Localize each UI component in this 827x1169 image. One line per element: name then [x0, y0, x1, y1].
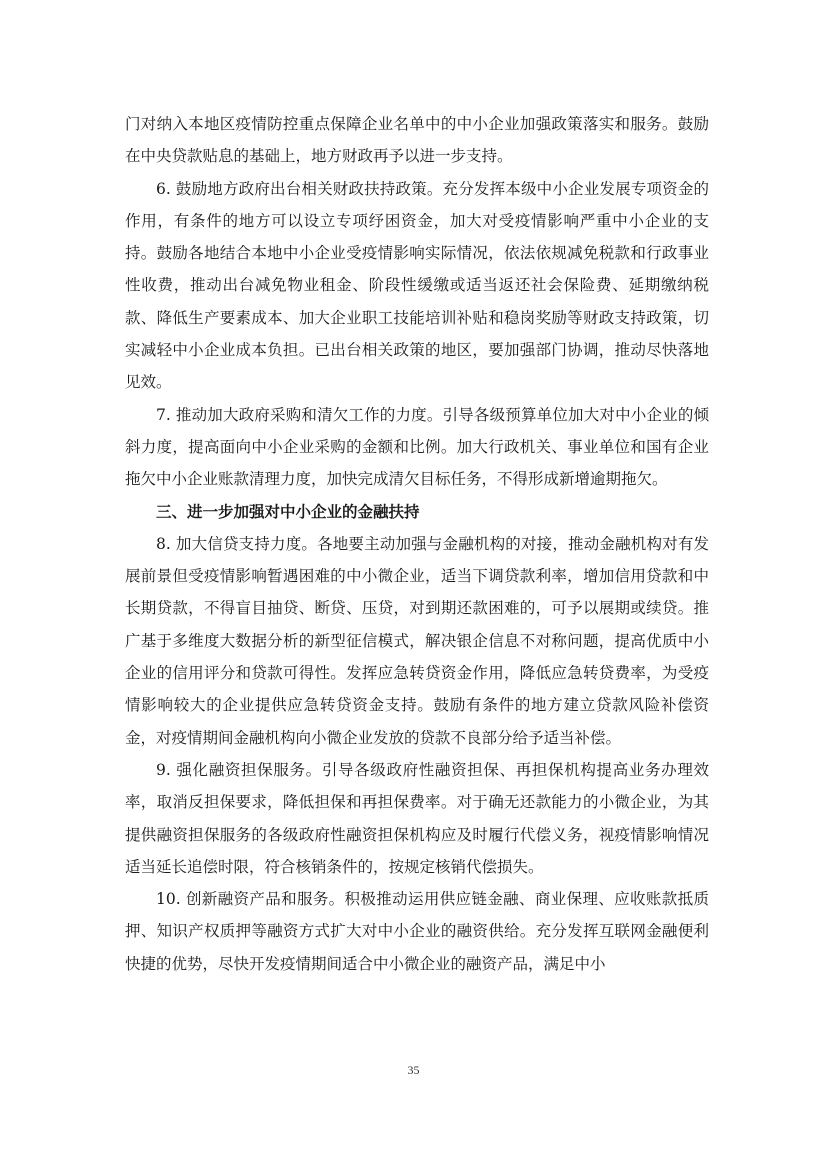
page-number: 35 [407, 1063, 420, 1077]
paragraph-item-6: 6. 鼓励地方政府出台相关财政扶持政策。充分发挥本级中小企业发展专项资金的作用，有条件的地方可以设立专项纾困资金，加大对受疫情影响严重中小企业的支持。鼓励各地结合本地中小企业受疫情影响实际情况，依法依规减免税款和行政事业性收费，推动出台减免物业租金、阶段性缓缴或适当返还社会保险费、延期缴纳税款、降低生产要素成本、加大企业职工技能培训补贴和稳岗奖励等财政支持政策，切实减轻中小企业成本负担。已出台相关政策的地区，要加强部门协调，推动尽快落地见效。 [125, 179, 709, 392]
paragraph-item-8: 8. 加大信贷支持力度。各地要主动加强与金融机构的对接，推动金融机构对有发展前景但受疫情影响暂遇困难的中小微企业，适当下调贷款利率，增加信用贷款和中长期贷款，不得盲目抽贷、断贷、压贷，对到期还款困难的，可予以展期或续贷。推广基于多维度大数据分析的新型征信模式，解决银企信息不对称问题，提高优质中小企业的信用评分和贷款可得性。发挥应急转贷资金作用，降低应急转贷费率，为受疫情影响较大的企业提供应急转贷资金支持。鼓励有条件的地方建立贷款风险补偿资金，对疫情期间金融机构向小微企业发放的贷款不良部分给予适当补偿。 [125, 534, 709, 747]
paragraph-item-9: 9. 强化融资担保服务。引导各级政府性融资担保、再担保机构提高业务办理效率，取消反担保要求，降低担保和再担保费率。对于确无还款能力的小微企业，为其提供融资担保服务的各级政府性融资担保机构应及时履行代偿义务，视疫情影响情况适当延长追偿时限，符合核销条件的，按规定核销代偿损失。 [125, 760, 709, 876]
paragraph-item-10: 10. 创新融资产品和服务。积极推动运用供应链金融、商业保理、应收账款抵质押、知识产权质押等融资方式扩大对中小企业的融资供给。充分发挥互联网金融便利快捷的优势，尽快开发疫情期间适合中小微企业的融资产品，满足中小 [125, 890, 709, 973]
section-heading-3: 三、进一步加强对中小企业的金融扶持 [156, 502, 420, 521]
paragraph-item-7: 7. 推动加大政府采购和清欠工作的力度。引导各级预算单位加大对中小企业的倾斜力度，提高面向中小企业采购的金额和比例。加大行政机关、事业单位和国有企业拖欠中小企业账款清理力度，加快完成清欠目标任务，不得形成新增逾期拖欠。 [125, 405, 709, 489]
paragraph-continuation: 门对纳入本地区疫情防控重点保障企业名单中的中小企业加强政策落实和服务。鼓励在中央贷款贴息的基础上，地方财政再予以进一步支持。 [125, 115, 709, 166]
document-body [125, 108, 709, 980]
